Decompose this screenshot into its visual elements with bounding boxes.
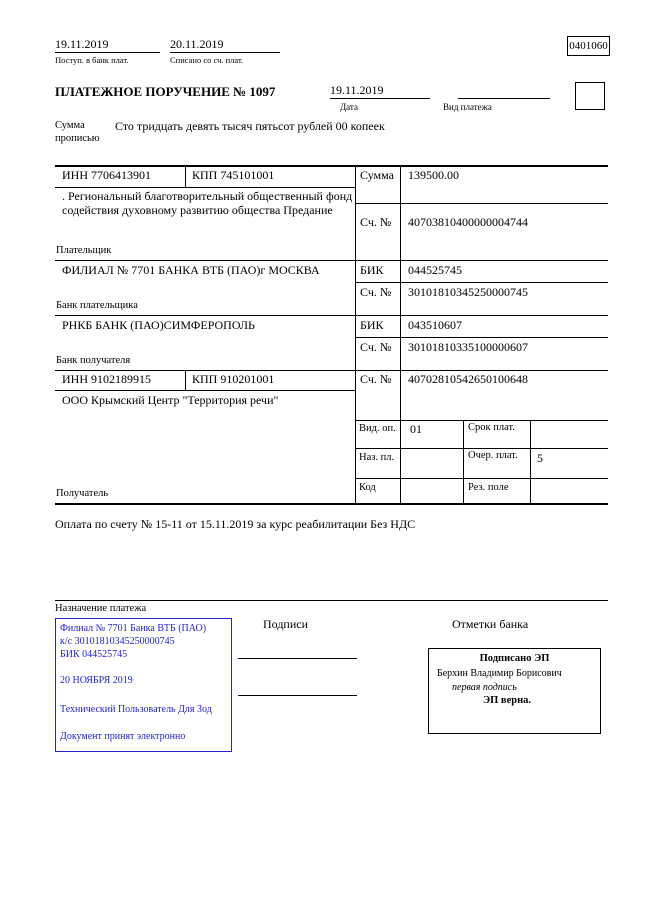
payee-inn: ИНН 9102189915 [62, 372, 151, 386]
received-date-caption: Поступ. в банк плат. [55, 55, 129, 65]
stamp-bank-name: Филиал № 7701 Банка ВТБ (ПАО) [60, 623, 207, 634]
vid-op-value: 01 [410, 422, 422, 436]
table-border [55, 165, 608, 167]
purpose-text: Оплата по счету № 15-11 от 15.11.2019 за курс реабилитации Без НДС [55, 517, 416, 531]
table-border [55, 503, 608, 505]
payee-bank-bik: 043510607 [408, 318, 462, 332]
signatures-caption: Подписи [263, 617, 309, 631]
payee-name: ООО Крымский Центр "Территория речи" [62, 393, 279, 407]
payee-bank-account: 30101810335100000607 [408, 340, 528, 354]
table-border [55, 390, 355, 391]
bank-marks-caption: Отметки банка [452, 617, 529, 631]
debited-date-value: 20.11.2019 [170, 37, 224, 51]
signature-line [238, 695, 357, 696]
status-box [575, 82, 605, 110]
divider [330, 98, 430, 99]
payee-bank-name: РНКБ БАНК (ПАО)СИМФЕРОПОЛЬ [62, 318, 255, 332]
table-border [355, 478, 608, 479]
payee-account-label: Сч. № [360, 372, 392, 386]
sum-value: 139500.00 [408, 168, 459, 182]
table-border [55, 370, 608, 371]
amount-words-label: Сумма прописью [55, 120, 100, 144]
table-border [355, 337, 608, 338]
payment-type-caption: Вид платежа [443, 102, 492, 112]
payer-account: 40703810400000004744 [408, 215, 528, 229]
table-border [55, 260, 608, 261]
naz-pl-label: Наз. пл. [359, 452, 395, 463]
srok-plat-label: Срок плат. [468, 422, 515, 433]
payee-bank-caption: Банк получателя [56, 355, 131, 366]
divider [55, 52, 160, 53]
table-border [355, 448, 608, 449]
received-date-value: 19.11.2019 [55, 37, 109, 51]
payer-account-label: Сч. № [360, 215, 392, 229]
divider [170, 52, 280, 53]
table-border [55, 187, 355, 188]
payer-kpp: КПП 745101001 [192, 168, 275, 182]
table-border [463, 420, 464, 503]
date-caption: Дата [340, 102, 358, 112]
stamp-accepted-note: Документ принят электронно [60, 731, 186, 742]
stamp-bik: БИК 044525745 [60, 649, 128, 660]
bank-marks-signature-role: первая подпись [452, 682, 517, 693]
payee-kpp: КПП 910201001 [192, 372, 275, 386]
table-border [355, 165, 356, 503]
payer-bank-account: 30101810345250000745 [408, 285, 528, 299]
payer-name: . Региональный благотворительный общественный фонд содействия духовному развитию общества Предание [62, 189, 353, 217]
divider [55, 600, 608, 601]
table-border [355, 420, 608, 421]
table-border [355, 203, 608, 204]
stamp-user: Технический Пользователь Для Зод [60, 704, 212, 715]
bank-marks-verified: ЭП верна. [483, 695, 532, 706]
payer-bank-name: ФИЛИАЛ № 7701 БАНКА ВТБ (ПАО)г МОСКВА [62, 263, 320, 277]
rez-pole-label: Рез. поле [468, 482, 509, 493]
form-code-box: 0401060 [567, 36, 610, 56]
payer-bank-account-label: Сч. № [360, 285, 392, 299]
stamp-date: 20 НОЯБРЯ 2019 [60, 675, 133, 686]
vid-op-label: Вид. оп. [359, 423, 396, 434]
payee-bank-account-label: Сч. № [360, 340, 392, 354]
bank-marks-signed-label: Подписано ЭП [479, 653, 550, 664]
payer-bank-bik-label: БИК [360, 263, 384, 277]
payee-bank-bik-label: БИК [360, 318, 384, 332]
stamp-corr-account: к/с 30101810345250000745 [60, 636, 175, 647]
payer-bank-bik: 044525745 [408, 263, 462, 277]
document-date-value: 19.11.2019 [330, 83, 384, 97]
payer-caption: Плательщик [56, 245, 112, 256]
kod-label: Код [359, 482, 376, 493]
payer-inn: ИНН 7706413901 [62, 168, 151, 182]
document-title: ПЛАТЕЖНОЕ ПОРУЧЕНИЕ № 1097 [55, 84, 276, 99]
purpose-caption: Назначение платежа [55, 603, 147, 614]
signature-line [238, 658, 357, 659]
bank-marks-signer-name: Берхин Владимир Борисович [437, 668, 562, 679]
payee-account: 40702810542650100648 [408, 372, 528, 386]
amount-words-value: Сто тридцать девять тысяч пятьсот рублей 00 копеек [115, 119, 385, 133]
table-border [400, 165, 401, 503]
table-border [55, 315, 608, 316]
debited-date-caption: Списано со сч. плат. [170, 55, 244, 65]
table-border [185, 165, 186, 187]
ocher-plat-label: Очер. плат. [468, 450, 518, 461]
payee-caption: Получатель [56, 488, 109, 499]
table-border [185, 370, 186, 390]
table-border [355, 282, 608, 283]
payer-bank-caption: Банк плательщика [56, 300, 138, 311]
sum-label: Сумма [360, 168, 394, 182]
ocher-plat-value: 5 [537, 451, 543, 465]
table-border [530, 420, 531, 503]
divider [458, 98, 550, 99]
